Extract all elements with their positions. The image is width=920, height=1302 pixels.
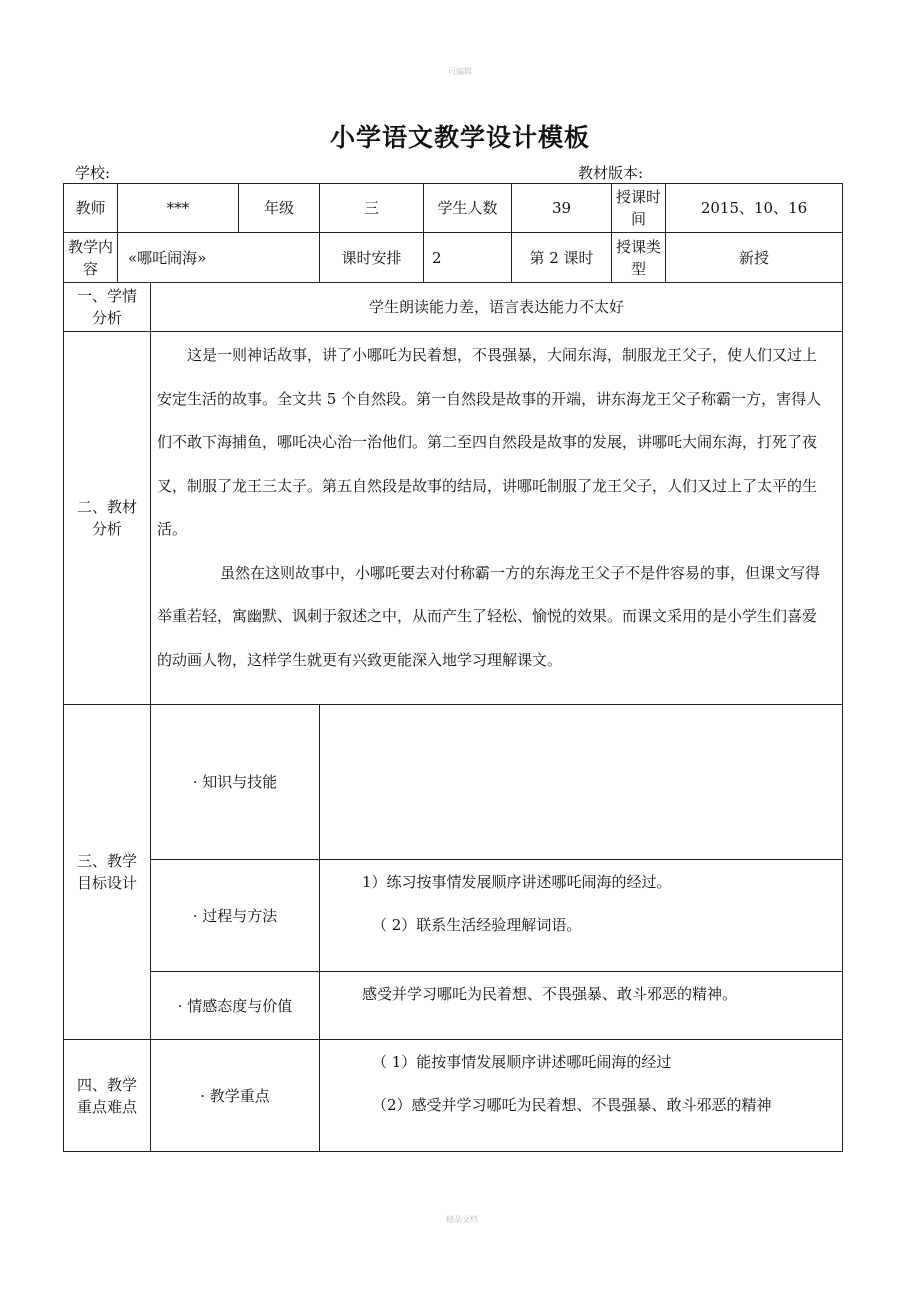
knowledge-label: · 知识与技能 (151, 705, 320, 860)
row-goal-knowledge (64, 705, 843, 860)
school-label: 学校: (75, 164, 111, 182)
row-material-analysis (64, 332, 843, 705)
lesson-plan-table (63, 183, 843, 1152)
key-line-2: （2）感受并学习哪吒为民着想、不畏强暴、敢斗邪恶的精神 (372, 1096, 772, 1114)
row-basic-info (64, 184, 843, 233)
material-paragraph-2: 虽然在这则故事中，小哪吒要去对付称霸一方的东海龙王父子不是件容易的事，但课文写得举重若轻，寓幽默、讽刺于叙述之中，从而产生了轻松、愉悦的效果。而课文采用的是小学生们喜爱的动画人物，这样学生就更有兴致更能深入地学习理解课文。 (157, 563, 821, 669)
section3-label: 三、教学目标设计 (64, 705, 151, 1040)
time-label: 授课时间 (612, 184, 666, 233)
content-label: 教学内容 (64, 233, 118, 283)
process-label: · 过程与方法 (151, 860, 320, 972)
emotion-content (320, 972, 843, 1040)
content-value: «哪吒闹海» (118, 233, 320, 283)
key-label: · 教学重点 (151, 1040, 320, 1152)
page-title: 小学语文教学设计模板 (329, 123, 590, 152)
grade-value: 三 (320, 184, 424, 233)
edition-label: 教材版本: (578, 164, 644, 182)
type-label: 授课类型 (612, 233, 666, 283)
section1-text: 学生朗读能力差，语言表达能力不太好 (151, 283, 843, 332)
time-value: 2015、10、16 (666, 184, 843, 233)
key-line-1: （ 1）能按事情发展顺序讲述哪吒闹海的经过 (372, 1053, 672, 1071)
section2-label: 二、教材分析 (64, 332, 151, 705)
lesson-number: 第 2 课时 (512, 233, 612, 283)
row-goal-process (64, 860, 843, 972)
row-goal-emotion (64, 972, 843, 1040)
process-line-1: 1）练习按事情发展顺序讲述哪吒闹海的经过。 (362, 873, 672, 891)
section1-label: 一、学情分析 (64, 283, 151, 332)
section4-label: 四、教学重点难点 (64, 1040, 151, 1152)
row-learner-analysis (64, 283, 843, 332)
process-line-2: （ 2）联系生活经验理解词语。 (372, 916, 582, 934)
row-content-info (64, 233, 843, 283)
row-key-points (64, 1040, 843, 1152)
students-value: 39 (512, 184, 612, 233)
teacher-label: 教师 (64, 184, 118, 233)
schedule-label: 课时安排 (320, 233, 424, 283)
material-paragraph-1: 这是一则神话故事，讲了小哪吒为民着想，不畏强暴，大闹东海，制服龙王父子，使人们又过上安定生活的故事。全文共 5 个自然段。第一自然段是故事的开端，讲东海龙王父子称霸一方，害得人们不敢下海捕鱼，哪吒决心治一治他们。第二至四自然段是故事的发展，讲哪吒大闹东海，打死了夜叉，制服了龙王三太子。第五自然段是故事的结局，讲哪吒制服了龙王父子，人们又过上了太平的生活。 (157, 346, 822, 538)
emotion-label: · 情感态度与价值 (151, 972, 320, 1040)
section2-content (151, 332, 843, 705)
key-content (320, 1040, 843, 1152)
watermark-top: 可编辑 (448, 67, 472, 76)
teacher-value: *** (118, 184, 239, 233)
watermark-bottom: 精品文档 (446, 1215, 478, 1224)
process-content (320, 860, 843, 972)
grade-label: 年级 (239, 184, 320, 233)
emotion-text: 感受并学习哪吒为民着想、不畏强暴、敢斗邪恶的精神。 (362, 985, 738, 1003)
knowledge-text (320, 705, 843, 860)
students-label: 学生人数 (424, 184, 512, 233)
type-value: 新授 (666, 233, 843, 283)
schedule-value: 2 (424, 233, 512, 283)
